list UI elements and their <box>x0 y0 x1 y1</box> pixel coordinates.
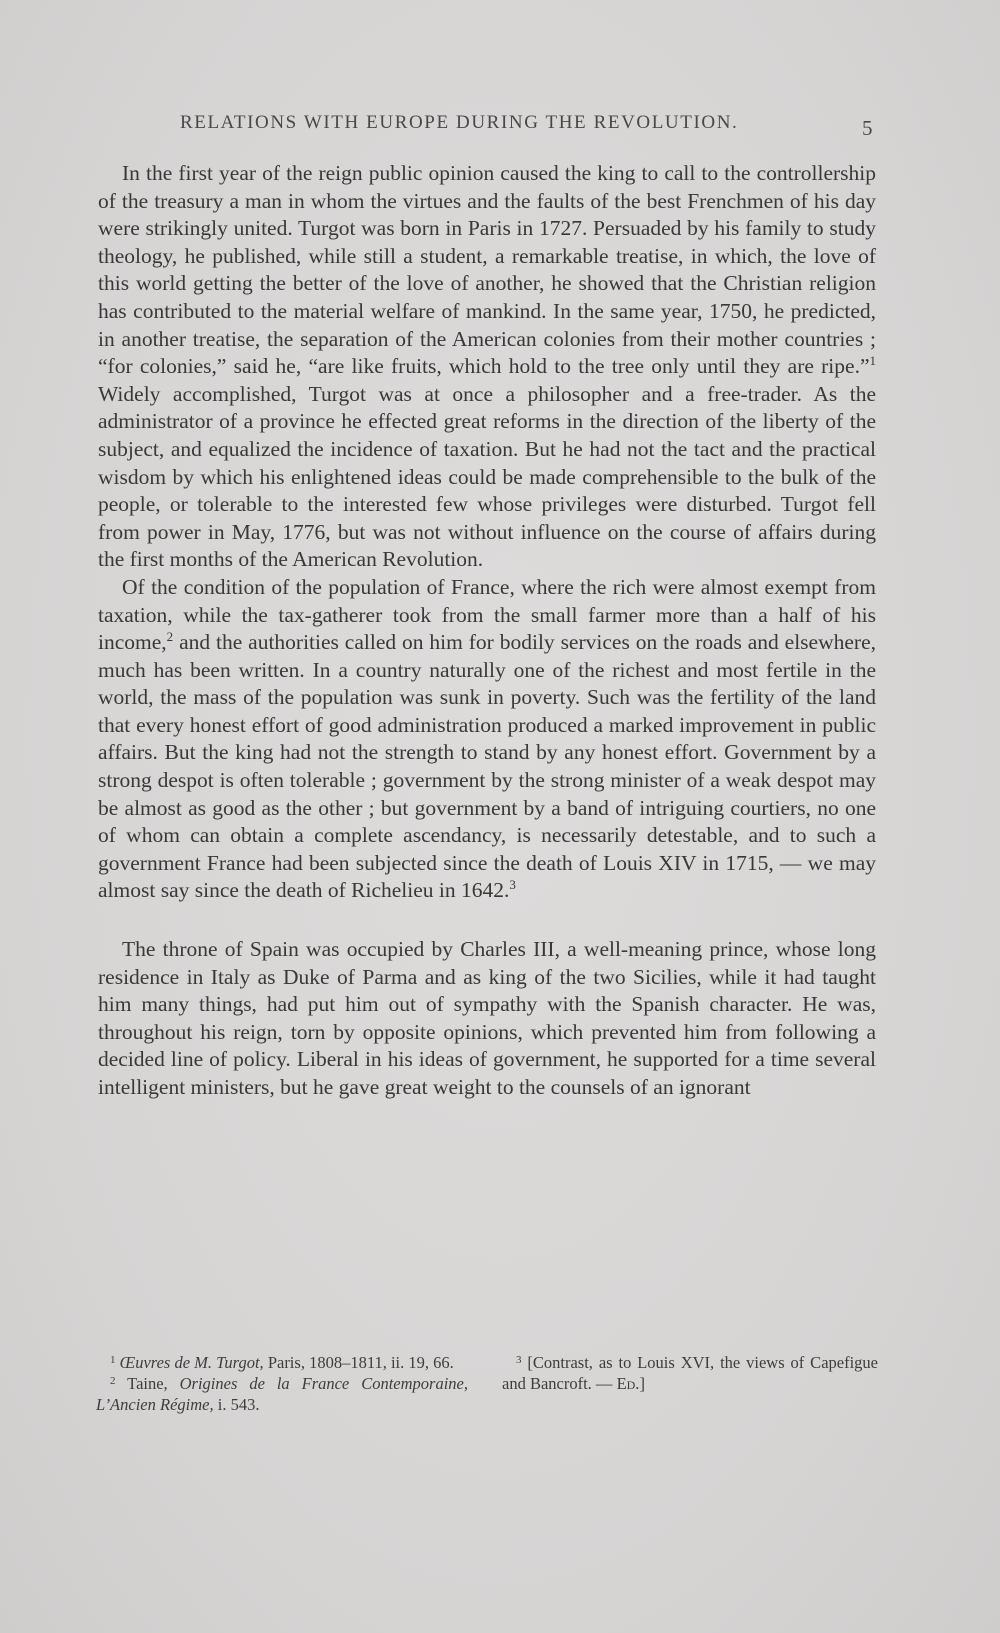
footnote-text: i. 543. <box>213 1395 260 1414</box>
footnote-1 <box>96 1352 468 1373</box>
paragraph-text: Widely accomplished, Turgot was at once a philosopher and a free-trader. As the administrator of a province he effected great reforms in the direction of the liberty of the subject, and equalized the incidence of taxation. But he had not the tact and the practical wisdom by which his enlightened ideas could be made comprehensible to the bulk of the people, or tolerable to the interested few whose privileges were disturbed. Turgot fell from power in May, 1776, but was not without influence on the course of affairs during the first months of the American Revolution. <box>98 381 876 572</box>
footnote-title: Origines de la France Contemporaine, L’Ancien Régime, <box>96 1374 468 1414</box>
running-header: RELATIONS WITH EUROPE DURING THE REVOLUTION. <box>180 112 739 133</box>
footnotes-right-column <box>502 1352 878 1415</box>
footnote-ref-1: 1 <box>869 353 876 369</box>
footnote-3 <box>502 1352 878 1394</box>
paragraph-text: and the authorities called on him for bodily services on the roads and elsewhere, much has been written. In a country naturally one of the richest and most fertile in the world, the mass of the population was sunk in poverty. Such was the fertility of the land that every honest effort of good administration produced a marked improvement in public affairs. But the king had not the strength to stand by any honest effort. Government by a strong despot is often tolerable ; government by the strong minister of a weak despot may be almost as good as the other ; but government by a band of intriguing courtiers, no one of whom can obtain a complete ascendancy, is necessarily detestable, and to such a government France had been subjected since the death of Louis XIV in 1715, — we may almost say since the death of Richelieu in 1642. <box>98 630 876 903</box>
footnote-text: Taine, <box>115 1374 180 1393</box>
footnote-mark: 2 <box>110 1375 116 1387</box>
footnote-2 <box>96 1373 468 1415</box>
editor-abbrev: Ed. <box>616 1374 640 1393</box>
paragraph-text: In the first year of the reign public opinion caused the king to call to the controllership of the treasury a man in whom the virtues and the faults of the best Frenchmen of his day were strikingly united. Turgot was born in Paris in 1727. Persuaded by his family to study theology, he published, while still a student, a remarkable treatise, in which, the love of this world getting the better of the love of another, he showed that the Christian religion has contributed to the material welfare of mankind. In the same year, 1750, he predicted, in another treatise, the separation of the American colonies from their mother countries ; “for colonies,” said he, “are like fruits, which hold to the tree only until they are ripe.” <box>98 161 876 379</box>
footnote-text: Paris, 1808–1811, ii. 19, 66. <box>263 1353 454 1372</box>
footnote-text: [Contrast, as to Louis XVI, the views of Capefigue and Bancroft. — <box>502 1353 878 1393</box>
footnote-text: ] <box>639 1374 645 1393</box>
main-text <box>98 160 876 1102</box>
footnote-ref-3: 3 <box>509 877 516 893</box>
footnotes-left-column <box>96 1352 468 1415</box>
paragraph-spain: The throne of Spain was occupied by Charles III, a well-meaning prince, whose long residence in Italy as Duke of Parma and as king of the two Sicilies, while it had taught him many things, had put him out of sympathy with the Spanish character. He was, throughout his reign, torn by opposite opinions, which prevented him from following a decided line of policy. Liberal in his ideas of government, he supported for a time several intelligent ministers, but he gave great weight to the counsels of an ignorant <box>98 937 876 1099</box>
footnote-ref-2: 2 <box>166 629 174 645</box>
footnote-mark: 1 <box>110 1354 116 1366</box>
paragraph-turgot <box>98 160 876 574</box>
paragraph-france-condition <box>98 574 876 905</box>
footnote-mark: 3 <box>516 1354 522 1366</box>
paragraph-text: Of the condition of the population of France, where the rich were almost exempt from taxation, while the tax-gatherer took from the small farmer more than a half of his income, <box>98 574 876 655</box>
footnotes <box>96 1352 878 1415</box>
footnote-title: Œuvres de M. Turgot, <box>119 1353 264 1372</box>
page-number: 5 <box>862 116 873 140</box>
